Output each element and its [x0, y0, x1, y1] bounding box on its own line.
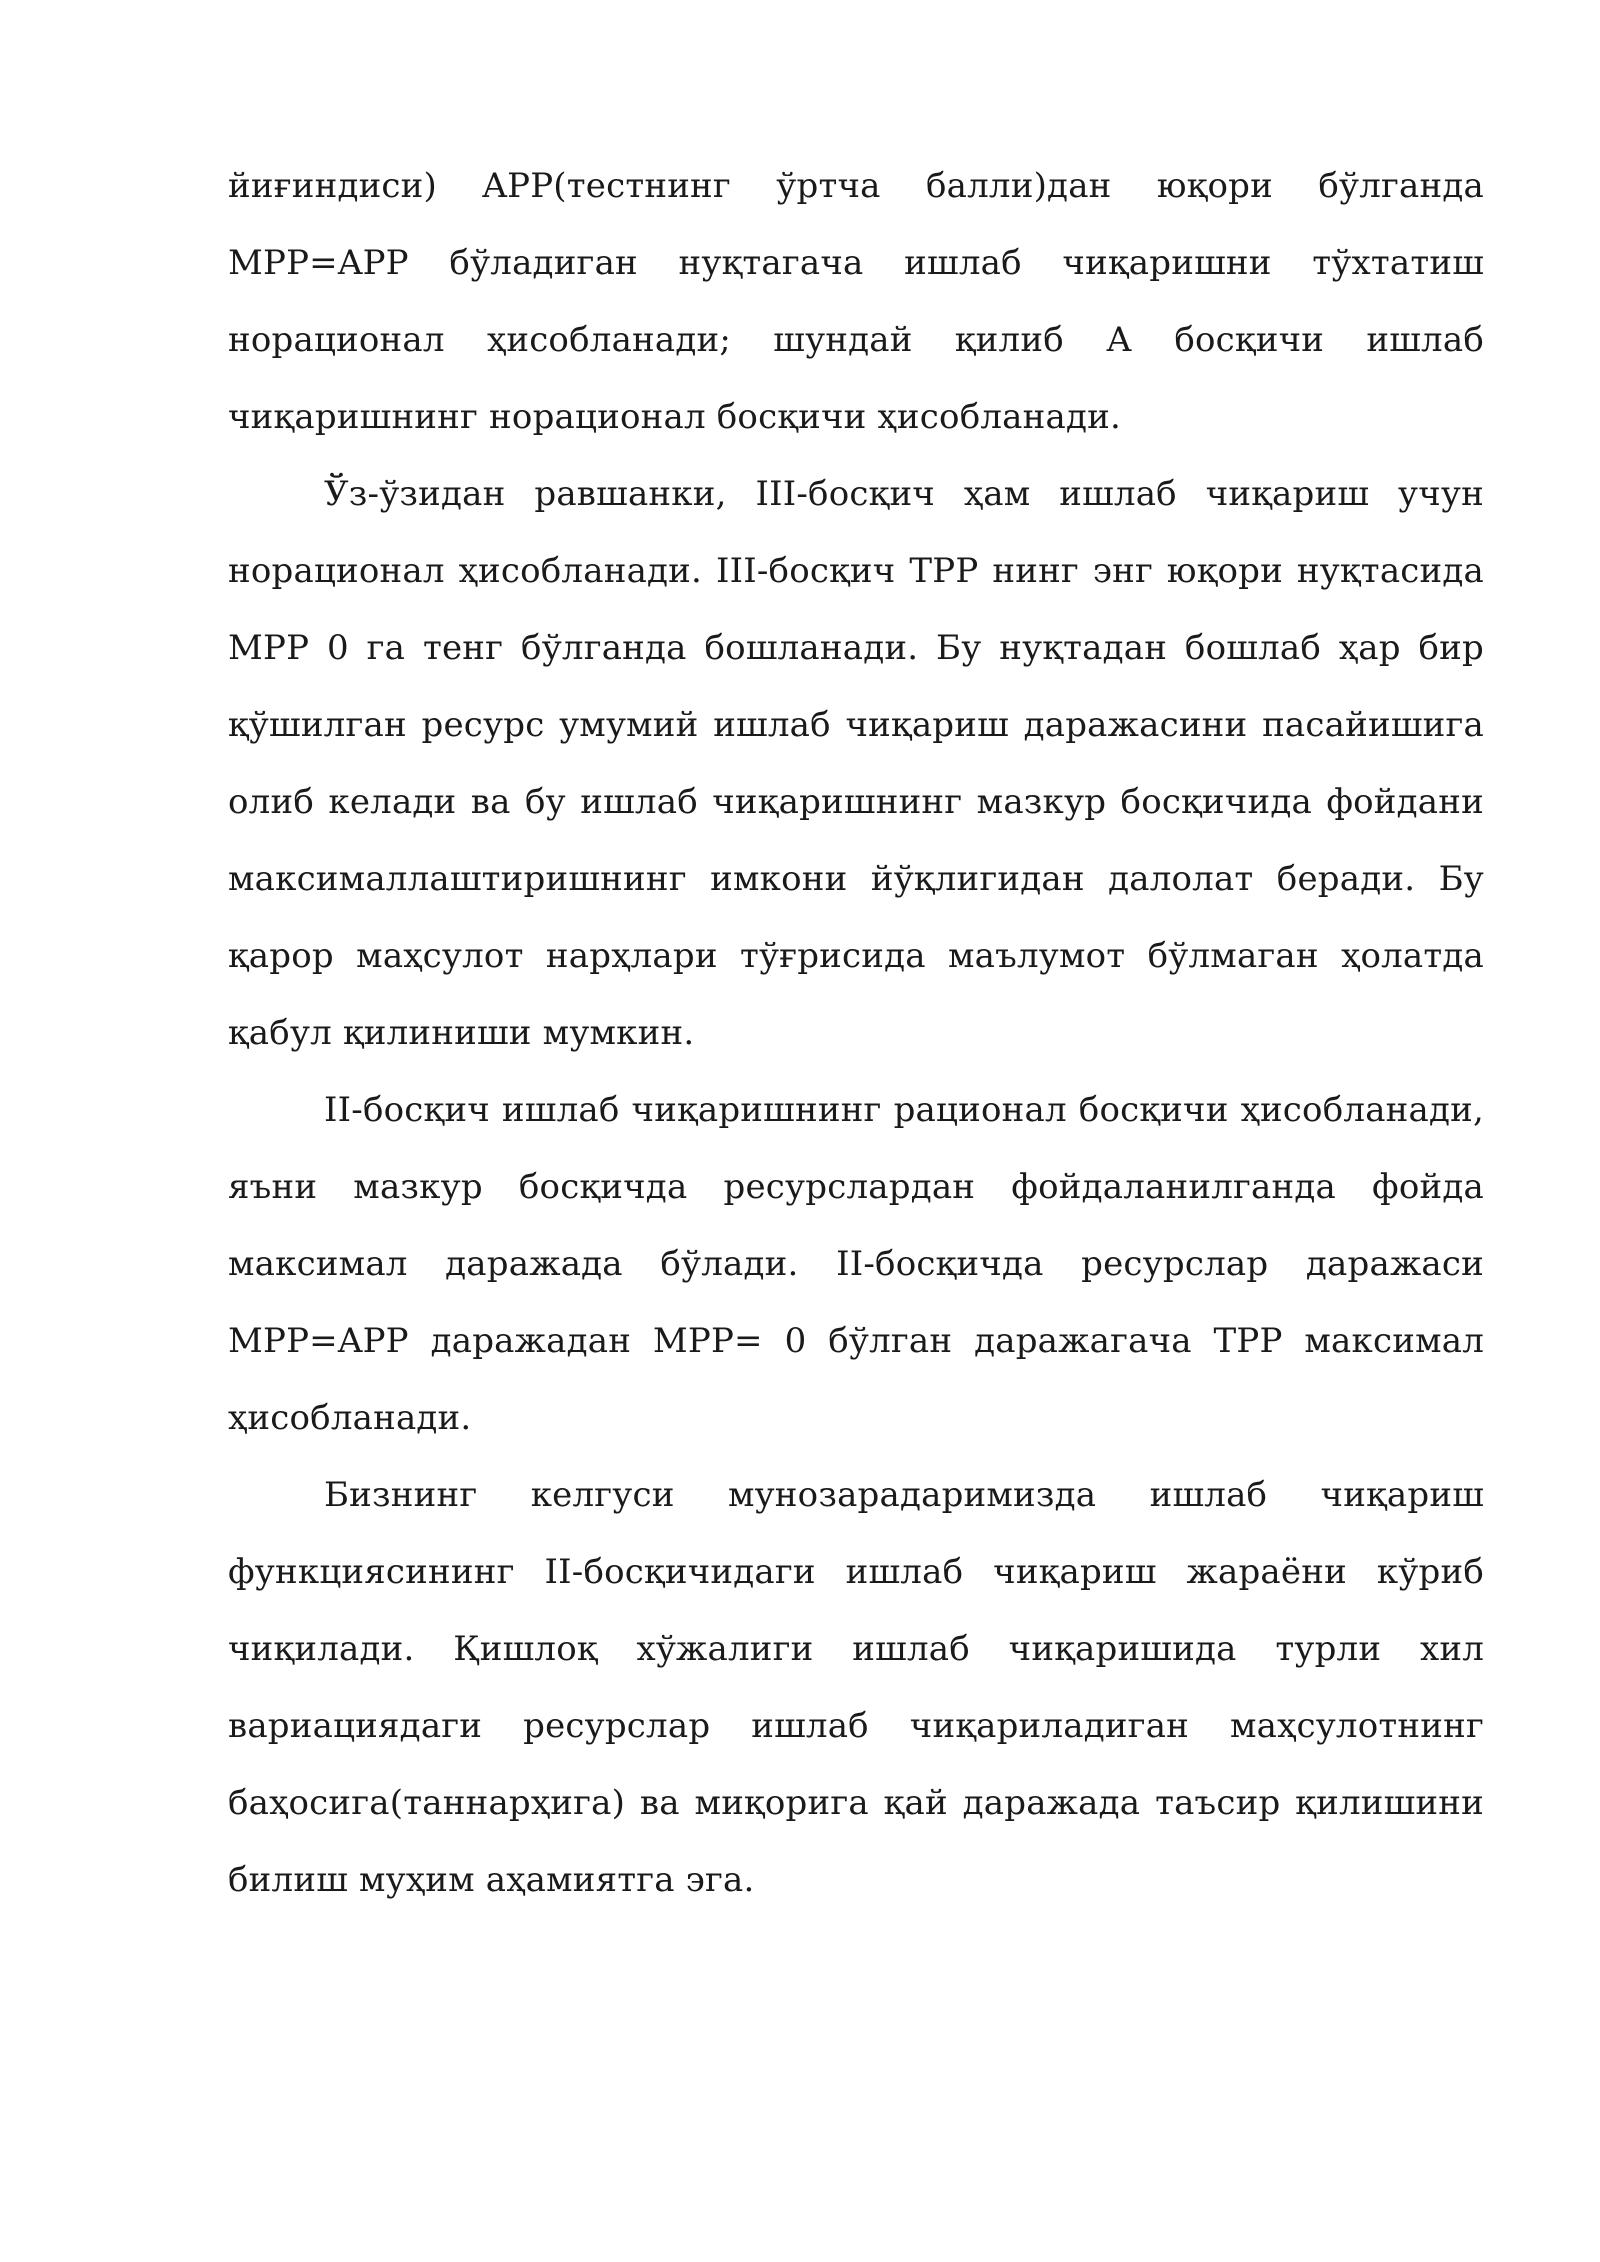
paragraph-stage-two: II-босқич ишлаб чиқаришнинг рационал босқичи ҳисобланади, яъни мазкур босқичда ресурслардан фойдаланилганда фойда максимал даражада бўлади. II-босқичда ресурслар даражаси MPP=APP даражадан MPP= 0 бўлган даражагача TPP максимал ҳисобланади. [228, 1090, 1484, 1438]
paragraph-continuation: йиғиндиси) APP(тестнинг ўртча балли)дан юқори бўлганда MPP=APP бўладиган нуқтагача ишлаб чиқаришни тўхтатиш норационал ҳисобланади; шундай қилиб А босқичи ишлаб чиқаришнинг норационал босқичи ҳисобланади. [228, 166, 1484, 437]
paragraph-stage-three: Ўз-ўзидан равшанки, III-босқич ҳам ишлаб чиқариш учун норационал ҳисобланади. III-босқич TPP нинг энг юқори нуқтасида MPP 0 га тенг бўлганда бошланади. Бу нуқтадан бошлаб ҳар бир қўшилган ресурс умумий ишлаб чиқариш даражасини пасайишига олиб келади ва бу ишлаб чиқаришнинг мазкур босқичида фойдани максималлаштиришнинг имкони йўқлигидан далолат беради. Бу қарор маҳсулот нарҳлари тўғрисида маълумот бўлмаган ҳолатда қабул қилиниши мумкин. [228, 474, 1484, 1053]
paragraph-future-discussion: Бизнинг келгуси мунозарадаримизда ишлаб чиқариш функциясининг II-босқичидаги ишлаб чиқариш жараёни кўриб чиқилади. Қишлоқ хўжалиги ишлаб чиқаришида турли хил вариациядаги ресурслар ишлаб чиқариладиган маҳсулотнинг баҳосига(таннарҳига) ва миқорига қай даражада таъсир қилишини билиш муҳим аҳамиятга эга. [228, 1475, 1484, 1900]
document-body [228, 148, 1484, 1919]
